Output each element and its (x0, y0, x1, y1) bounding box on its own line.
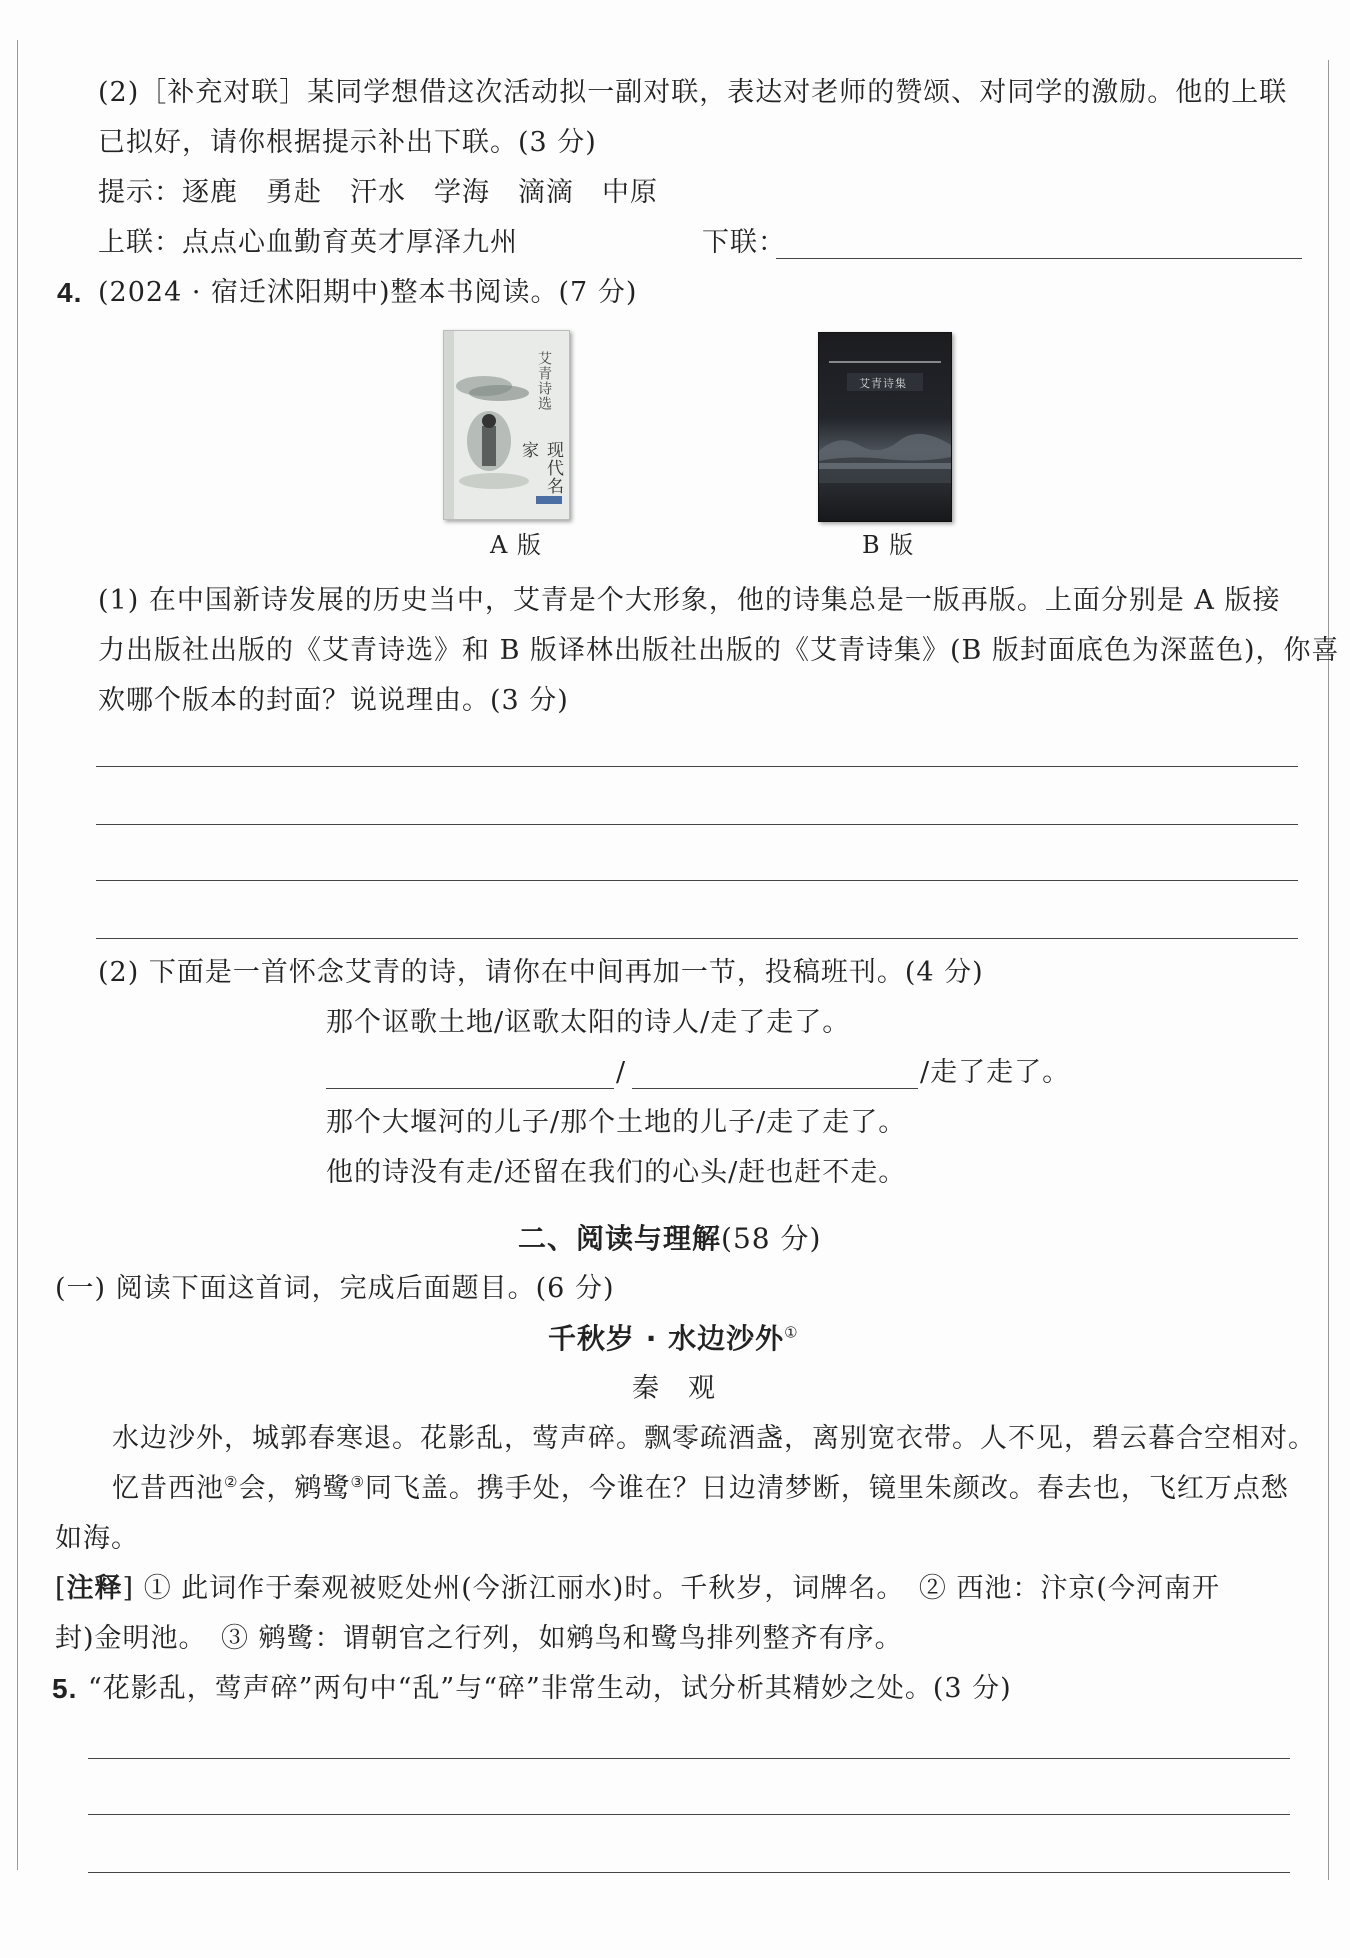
q3-2-lower-answer-line[interactable] (776, 258, 1302, 259)
q4-2-poem-line1: 那个讴歌土地/讴歌太阳的诗人/走了走了。 (326, 1007, 851, 1038)
notes-text-1: ① 此词作于秦观被贬处州(今浙江丽水)时。千秋岁，词牌名。 ② 西池：汴京(今河南开 (143, 1573, 1220, 1604)
cover-b-title: 艾青诗集 (859, 377, 907, 390)
cover-a-series: 现代名家 (518, 441, 563, 495)
book-cover-a (443, 330, 570, 520)
section-2-title: 二、阅读与理解 (518, 1222, 722, 1255)
q4-2-poem-line4: 他的诗没有走/还留在我们的心头/赶也赶不走。 (326, 1157, 907, 1188)
poem-body-line2a: 忆昔西池 (112, 1473, 224, 1504)
q5-answer-line-2[interactable] (88, 1814, 1290, 1815)
poem-title-note: ① (784, 1323, 799, 1342)
notes-label: 注释 (66, 1573, 123, 1604)
poem-title (548, 1322, 799, 1356)
cover-b-art (819, 333, 951, 521)
cover-a-label: A 版 (490, 531, 542, 559)
poem-body-line2 (112, 1472, 1289, 1506)
cover-b-label: B 版 (862, 531, 915, 559)
notes-line2: 封)金明池。 ③ 鹓鹭：谓朝官之行列，如鹓鸟和鹭鸟排列整齐有序。 (55, 1623, 903, 1654)
q4-2-poem-sep: / (616, 1057, 627, 1088)
poem-body-line2c: 同飞盖。携手处，今谁在？日边清梦断，镜里朱颜改。春去也，飞红万点愁 (364, 1473, 1289, 1504)
q4-2-prompt: (2) 下面是一首怀念艾青的诗，请你在中间再加一节，投稿班刊。(4 分) (98, 957, 984, 988)
q4-2-poem-line3: 那个大堰河的儿子/那个土地的儿子/走了走了。 (326, 1107, 907, 1138)
q3-2-line2: 已拟好，请你根据提示补出下联。(3 分) (98, 127, 597, 158)
notes-line1 (55, 1572, 1220, 1606)
q4-1-answer-line-1[interactable] (96, 766, 1298, 767)
q4-1-answer-line-2[interactable] (96, 824, 1298, 825)
q4-1-line2: 力出版社出版的《艾青诗选》和 B 版译林出版社出版的《艾青诗集》(B 版封面底色为深蓝色)，你喜 (98, 635, 1340, 666)
q3-2-hint: 提示：逐鹿 勇赴 汗水 学海 滴滴 中原 (98, 177, 658, 208)
q5-number: 5. (52, 1673, 78, 1704)
q3-2-upper-couplet: 上联：点点心血勤育英才厚泽九州 (98, 227, 518, 258)
right-margin-line (1328, 60, 1329, 1880)
poem-author: 秦 观 (632, 1373, 716, 1404)
q5-answer-line-1[interactable] (88, 1758, 1290, 1759)
q4-1-answer-line-3[interactable] (96, 880, 1298, 881)
section-2-sub1: (一) 阅读下面这首词，完成后面题目。(6 分) (55, 1273, 615, 1304)
q3-2-line1 (98, 76, 1287, 110)
notes-open-bracket: [ (55, 1573, 67, 1604)
q4-1-line1: (1) 在中国新诗发展的历史当中，艾青是个大形象，他的诗集总是一版再版。上面分别是 A 版接 (98, 585, 1281, 616)
poem-body-line2b: 会，鹓鹭 (238, 1473, 351, 1504)
section-2-heading (518, 1222, 821, 1256)
poem-note-3: ③ (350, 1473, 365, 1491)
q4-title: (2024 · 宿迁沭阳期中)整本书阅读。(7 分) (98, 277, 638, 308)
q5-text: “花影乱，莺声碎”两句中“乱”与“碎”非常生动，试分析其精妙之处。(3 分) (88, 1673, 1012, 1704)
q4-2-poem-line2-end: /走了走了。 (920, 1057, 1071, 1088)
poem-body-line3: 如海。 (55, 1523, 139, 1554)
q4-number: 4. (57, 277, 83, 308)
q4-1-line3: 欢哪个版本的封面？说说理由。(3 分) (98, 685, 569, 716)
poem-title-text: 千秋岁 · 水边沙外 (548, 1322, 785, 1355)
cover-a-title: 艾青诗选 (536, 351, 552, 411)
q5-answer-line-3[interactable] (88, 1872, 1290, 1873)
notes-close-bracket: ] (122, 1573, 135, 1604)
q4-1-answer-line-4[interactable] (96, 938, 1298, 939)
section-2-score: (58 分) (721, 1222, 822, 1255)
q3-2-line1-text: (2)［补充对联］某同学想借这次活动拟一副对联，表达对老师的赞颂、对同学的激励。他的上联 (98, 77, 1288, 108)
q4-2-blank-1[interactable] (326, 1088, 614, 1089)
q3-2-lower-label: 下联： (702, 227, 786, 258)
left-margin-line (17, 40, 18, 1870)
poem-body-line1: 水边沙外，城郭春寒退。花影乱，莺声碎。飘零疏酒盏，离别宽衣带。人不见，碧云暮合空相对。 (112, 1423, 1316, 1454)
poem-note-2: ② (224, 1473, 239, 1491)
book-cover-b (818, 332, 952, 522)
q4-2-blank-2[interactable] (632, 1088, 918, 1089)
